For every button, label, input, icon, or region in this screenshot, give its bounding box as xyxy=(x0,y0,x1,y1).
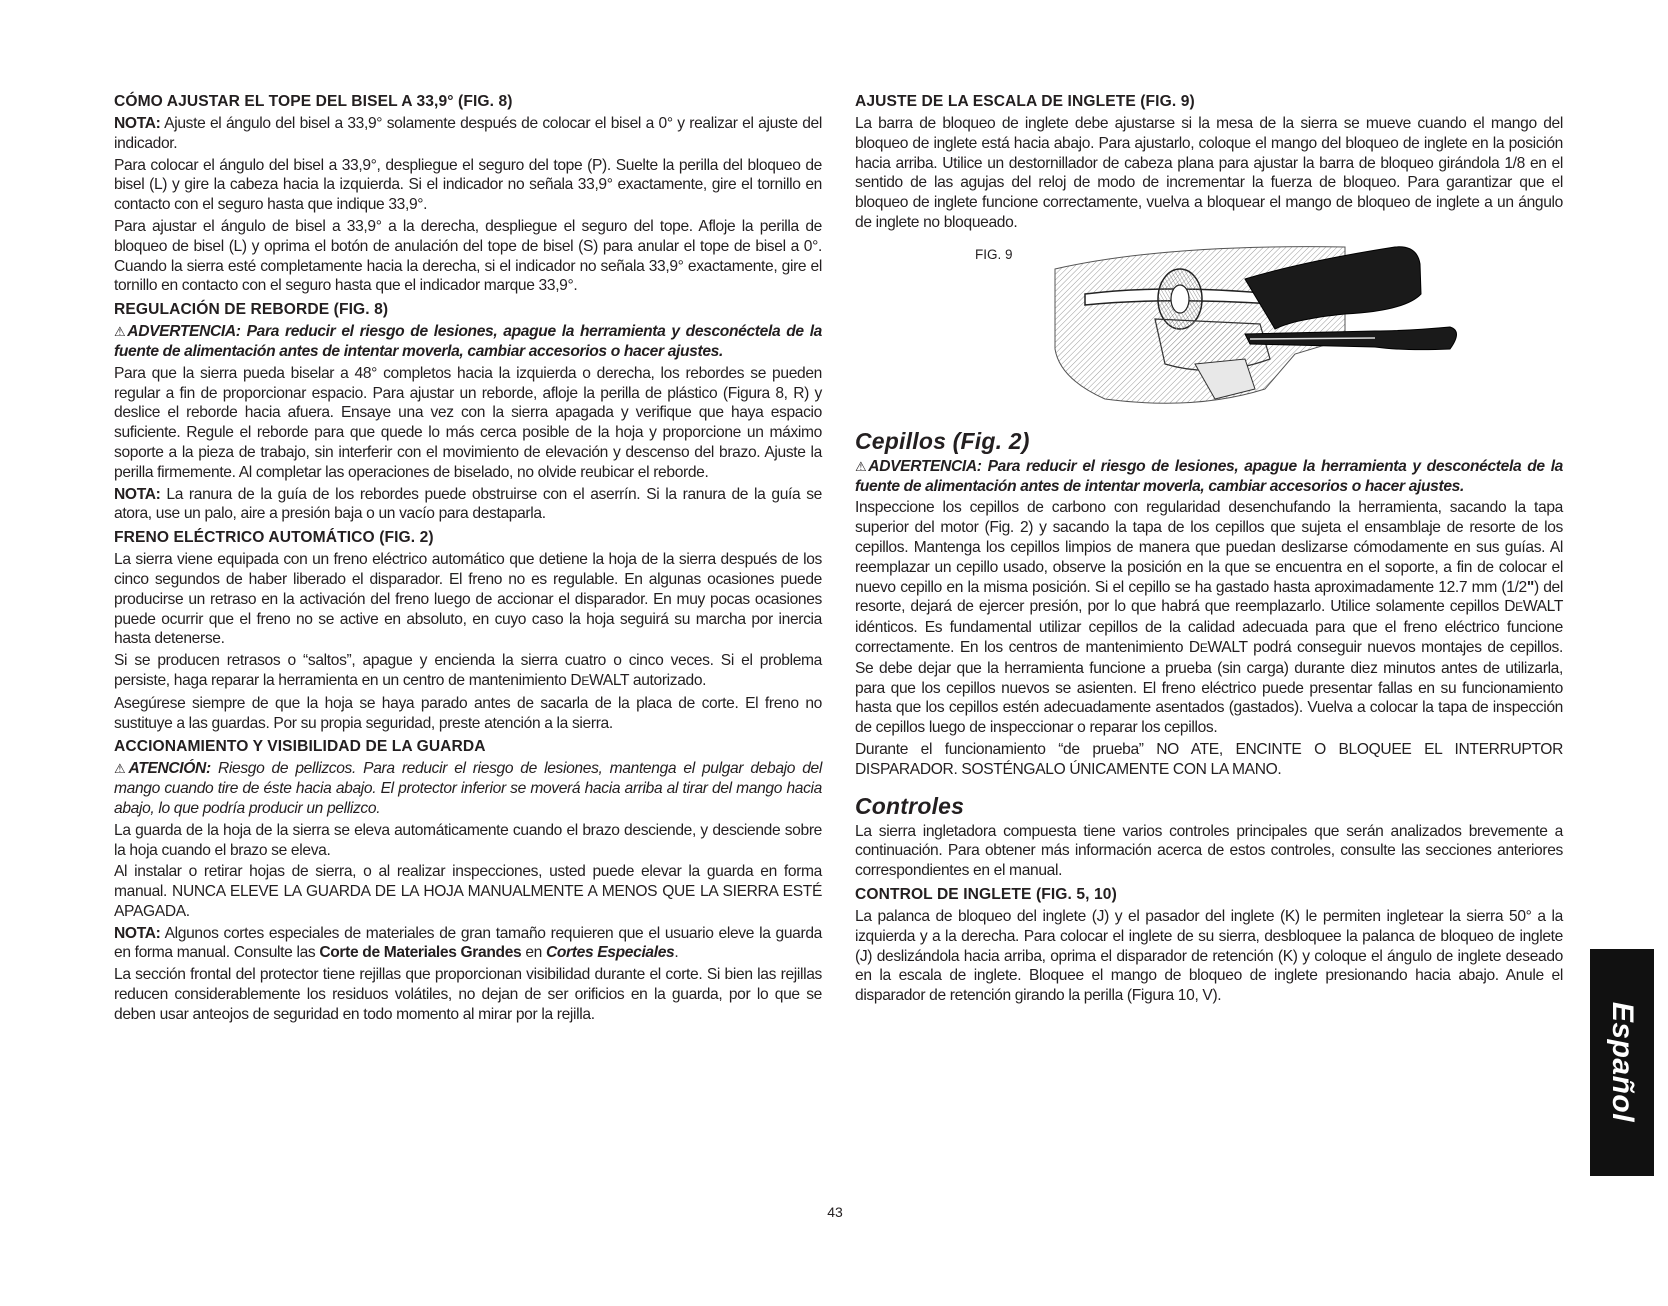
warning-triangle-icon: ⚠ xyxy=(114,761,129,777)
paragraph: Para colocar el ángulo del bisel a 33,9°, despliegue el seguro del tope (P). Suelte la perilla del bloqueo de bisel (L) y gire la cabeza hacia la izquierda. Si el indicador no señala 33,9° exactamente, gire el tornillo en contacto con el seguro hasta que indique 33,9°. xyxy=(114,156,822,214)
heading-bevel-stop: CÓMO AJUSTAR EL TOPE DEL BISEL A 33,9° (FIG. 8) xyxy=(114,93,513,110)
paragraph: La barra de bloqueo de inglete debe ajustarse si la mesa de la sierra se mueve cuando el mango del bloqueo de inglete está hacia abajo. Para ajustarlo, coloque el mango del bloqueo de inglete en la posición hacia arriba. Utilice un destornillador de cabeza plana para ajustar la barra de bloqueo girándola 1/8 en el sentido de las agujas del reloj de modo de incrementar la fuerza de bloqueo. Para garantizar que el bloqueo de inglete funcione correctamente, vuelva a bloquear el mango de bloqueo de inglete a un ángulo de inglete no bloqueado. xyxy=(855,115,1563,231)
paragraph: La guarda de la hoja de la sierra se eleva automáticamente cuando el brazo desciende, y desciende sobre la hoja cuando el brazo se eleva. xyxy=(114,821,822,859)
paragraph: Para que la sierra pueda biselar a 48° completos hacia la izquierda o derecha, los rebordes se pueden regular a fin de proporcionar espacio. Para ajustar un reborde, afloje la perilla de plástico (Figura 8, R) y deslice el reborde hacia afuera. Ensaye una vez con la sierra apagada y verifique que haya espacio suficiente. Regule el reborde para que quede lo más cerca posible de la hoja y proporcione un máximo soporte a la pieza de trabajo, sin interferir con el movimiento de elevación y descenso del brazo. Ajuste la perilla firmemente. Al completar las operaciones de biselado, no olvide reubicar el reborde. xyxy=(114,364,822,481)
warning-triangle-icon: ⚠ xyxy=(855,458,869,474)
note-text: Ajuste el ángulo del bisel a 33,9° solamente después de colocar el bisel a 0° y realizar el ajuste del indicador. xyxy=(114,115,822,152)
warning-paragraph xyxy=(855,457,1563,497)
caution-label: ATENCIÓN: xyxy=(128,760,211,778)
paragraph xyxy=(114,114,822,154)
right-column xyxy=(855,92,1563,1008)
text-span: en xyxy=(521,944,546,962)
language-tab-label: Español xyxy=(1606,1001,1639,1123)
miter-lock-illustration xyxy=(1045,239,1465,414)
heading-controls: Controles xyxy=(855,792,965,819)
note-label: NOTA: xyxy=(114,924,161,942)
heading-fence-adjust: REGULACIÓN DE REBORDE (FIG. 8) xyxy=(114,301,389,319)
warning-text: ADVERTENCIA: Para reducir el riesgo de lesiones, apague la herramienta y desconéctela de la fuente de alimentación antes de intentar moverla, cambiar accesorios o hacer ajustes. xyxy=(114,323,822,360)
page-number: 43 xyxy=(827,1204,843,1220)
brand-smallcap: E xyxy=(581,673,589,688)
heading-electric-brake: FRENO ELÉCTRICO AUTOMÁTICO (FIG. 2) xyxy=(114,529,434,547)
warning-triangle-icon: ⚠ xyxy=(114,324,128,340)
paragraph xyxy=(114,651,822,692)
note-label: NOTA: xyxy=(114,485,161,503)
left-column xyxy=(114,92,822,1027)
text-span: WALT podrá conseguir nuevos montajes de cepillos. Se debe dejar que la herramienta funcione a prueba (sin carga) durante diez minutos antes de utilizarla, para que los cepillos nuevos se asienten. El freno eléctrico puede presentar fallas en su funcionamiento hasta que los cepillos estén adecuadamente asentados (gastados). Vuelva a colocar la tapa de inspección de cepillos luego de inspeccionar o reparar los cepillos. xyxy=(855,638,1563,737)
text-span: Inspeccione los cepillos de carbono con regularidad desenchufando la herramienta, sacando la tapa superior del motor (Fig. 2) y sacando la tapa de los cepillos que sujeta el ensamblaje de resorte de los cepillos. Mantenga los cepillos limpios de manera que puedan deslizarse cómodamente en sus guías. Al reemplazar un cepillo usado, observe la posición en la que se encuentra en el soporte, a fin de colocar el nuevo cepillo en la misma posición. Si el cepillo se ha gastado hasta aproximadamente 12.7 mm (1/2 xyxy=(855,499,1563,596)
paragraph: Durante el funcionamiento “de prueba” NO ATE, ENCINTE O BLOQUEE EL INTERRUPTOR DISPARADOR. SOSTÉNGALO ÚNICAMENTE CON LA MANO. xyxy=(855,740,1563,778)
paragraph: Al instalar o retirar hojas de sierra, o al realizar inspecciones, usted puede elevar la guarda en forma manual. NUNCA ELEVE LA GUARDA DE LA HOJA MANUALMENTE A MENOS QUE LA SIERRA ESTÉ APAGADA. xyxy=(114,863,822,920)
text-span: ) del resorte, dejará de ejercer presión, por lo que habrá que reemplazarlo. Utilice solamente cepillos D xyxy=(855,578,1563,616)
paragraph: Asegúrese siempre de que la hoja se haya parado antes de sacarla de la placa de corte. El freno no sustituye a las guardas. Por su propia seguridad, preste atención a la sierra. xyxy=(114,694,822,732)
note-label: NOTA: xyxy=(114,115,161,132)
text-span: WALT idénticos. Es fundamental utilizar cepillos de la calidad adecuada para que el freno eléctrico funcione correctamente. En los centros de mantenimiento D xyxy=(855,598,1563,656)
caution-text: Riesgo de pellizcos. Para reducir el riesgo de lesiones, mantenga el pulgar debajo del mango cuando tire de éste hacia abajo. El protector inferior se moverá hacia arriba al tirar del mango hacia abajo, lo que podría producir un pellizco. xyxy=(114,760,822,817)
text-span: WALT autorizado. xyxy=(588,671,707,689)
paragraph xyxy=(855,498,1563,738)
heading-miter-control: CONTROL DE INGLETE (FIG. 5, 10) xyxy=(855,885,1117,903)
paragraph: La sierra ingletadora compuesta tiene varios controles principales que serán analizados brevemente a continuación. Para obtener más información acerca de estos controles, consulte las secciones anteriores correspondientes en el manual. xyxy=(855,822,1563,880)
paragraph: La sección frontal del protector tiene rejillas que proporcionan visibilidad durante el corte. Si bien las rejillas reducen considerablemente los residuos volátiles, no dejan de ser orificios en la guarda, por lo que se deben usar anteojos de seguridad en todo momento al mirar por la rejilla. xyxy=(114,966,822,1023)
heading-brushes: Cepillos (Fig. 2) xyxy=(855,427,1030,454)
cross-reference-section: Cortes Especiales xyxy=(545,944,675,962)
inch-mark: " xyxy=(1526,578,1534,596)
figure-9 xyxy=(855,237,1563,415)
note-text: La ranura de la guía de los rebordes puede obstruirse con el aserrín. Si la ranura de la guía se atora, use un palo, aire a presión baja o un vacío para destaparla. xyxy=(114,485,822,523)
heading-guard: ACCIONAMIENTO Y VISIBILIDAD DE LA GUARDA xyxy=(114,738,486,756)
cross-reference: Corte de Materiales Grandes xyxy=(319,944,522,962)
language-side-tab xyxy=(1590,949,1654,1176)
paragraph: Para ajustar el ángulo de bisel a 33,9° a la derecha, despliegue el seguro del tope. Afloje la perilla de bloqueo de bisel (L) y oprima el botón de anulación del tope de bisel (S) para anular el tope de bisel a 0°. Cuando la sierra esté completamente hacia la derecha, si el indicador no señala 33,9° exactamente, gire el tornillo en contacto con el seguro hasta que el indicador marque 33,9°. xyxy=(114,217,822,295)
paragraph xyxy=(114,485,822,525)
paragraph: La palanca de bloqueo del inglete (J) y el pasador del inglete (K) le permiten ingletear la sierra 50° a la izquierda y a la derecha. Para colocar el inglete de su sierra, desbloquee la palanca de bloqueo de inglete (J) deslizándola hacia arriba, oprima el disparador de retención (K) y coloque el ángulo de inglete deseado en la escala de inglete. Bloquee el mango de bloqueo de inglete presionando hacia abajo. Anule el disparador de retención girando la perilla (Figura 10, V). xyxy=(855,907,1563,1005)
heading-miter-scale: AJUSTE DE LA ESCALA DE INGLETE (FIG. 9) xyxy=(855,93,1195,110)
brand-smallcap: E xyxy=(1199,640,1208,655)
warning-paragraph xyxy=(114,322,822,362)
brand-smallcap: E xyxy=(1515,600,1523,615)
paragraph: La sierra viene equipada con un freno eléctrico automático que detiene la hoja de la sierra después de los cinco segundos de haber liberado el disparador. El freno no es regulable. En algunas ocasiones puede producirse un retraso en la activación del freno luego de accionar el disparador. En muy pocas ocasiones puede ocurrir que el freno no se active en absoluto, en cuyo caso la hoja seguirá su marcha por inercia hasta detenerse. xyxy=(114,551,822,648)
warning-text: ADVERTENCIA: Para reducir el riesgo de lesiones, apague la herramienta y desconéctela de la fuente de alimentación antes de intentar moverla, cambiar accesorios o hacer ajustes. xyxy=(855,457,1563,495)
text-span: . xyxy=(674,944,679,962)
text-span: Si se producen retrasos o “saltos”, apague y encienda la sierra cuatro o cinco veces. Si el problema persiste, haga reparar la herramienta en un centro de mantenimiento D xyxy=(114,652,822,689)
caution-paragraph xyxy=(114,759,822,818)
figure-label: FIG. 9 xyxy=(975,246,1013,262)
paragraph xyxy=(114,924,822,964)
text-span: Algunos cortes especiales de materiales de gran tamaño requieren que el usuario eleve la guarda en forma manual. Consulte las xyxy=(114,924,822,962)
